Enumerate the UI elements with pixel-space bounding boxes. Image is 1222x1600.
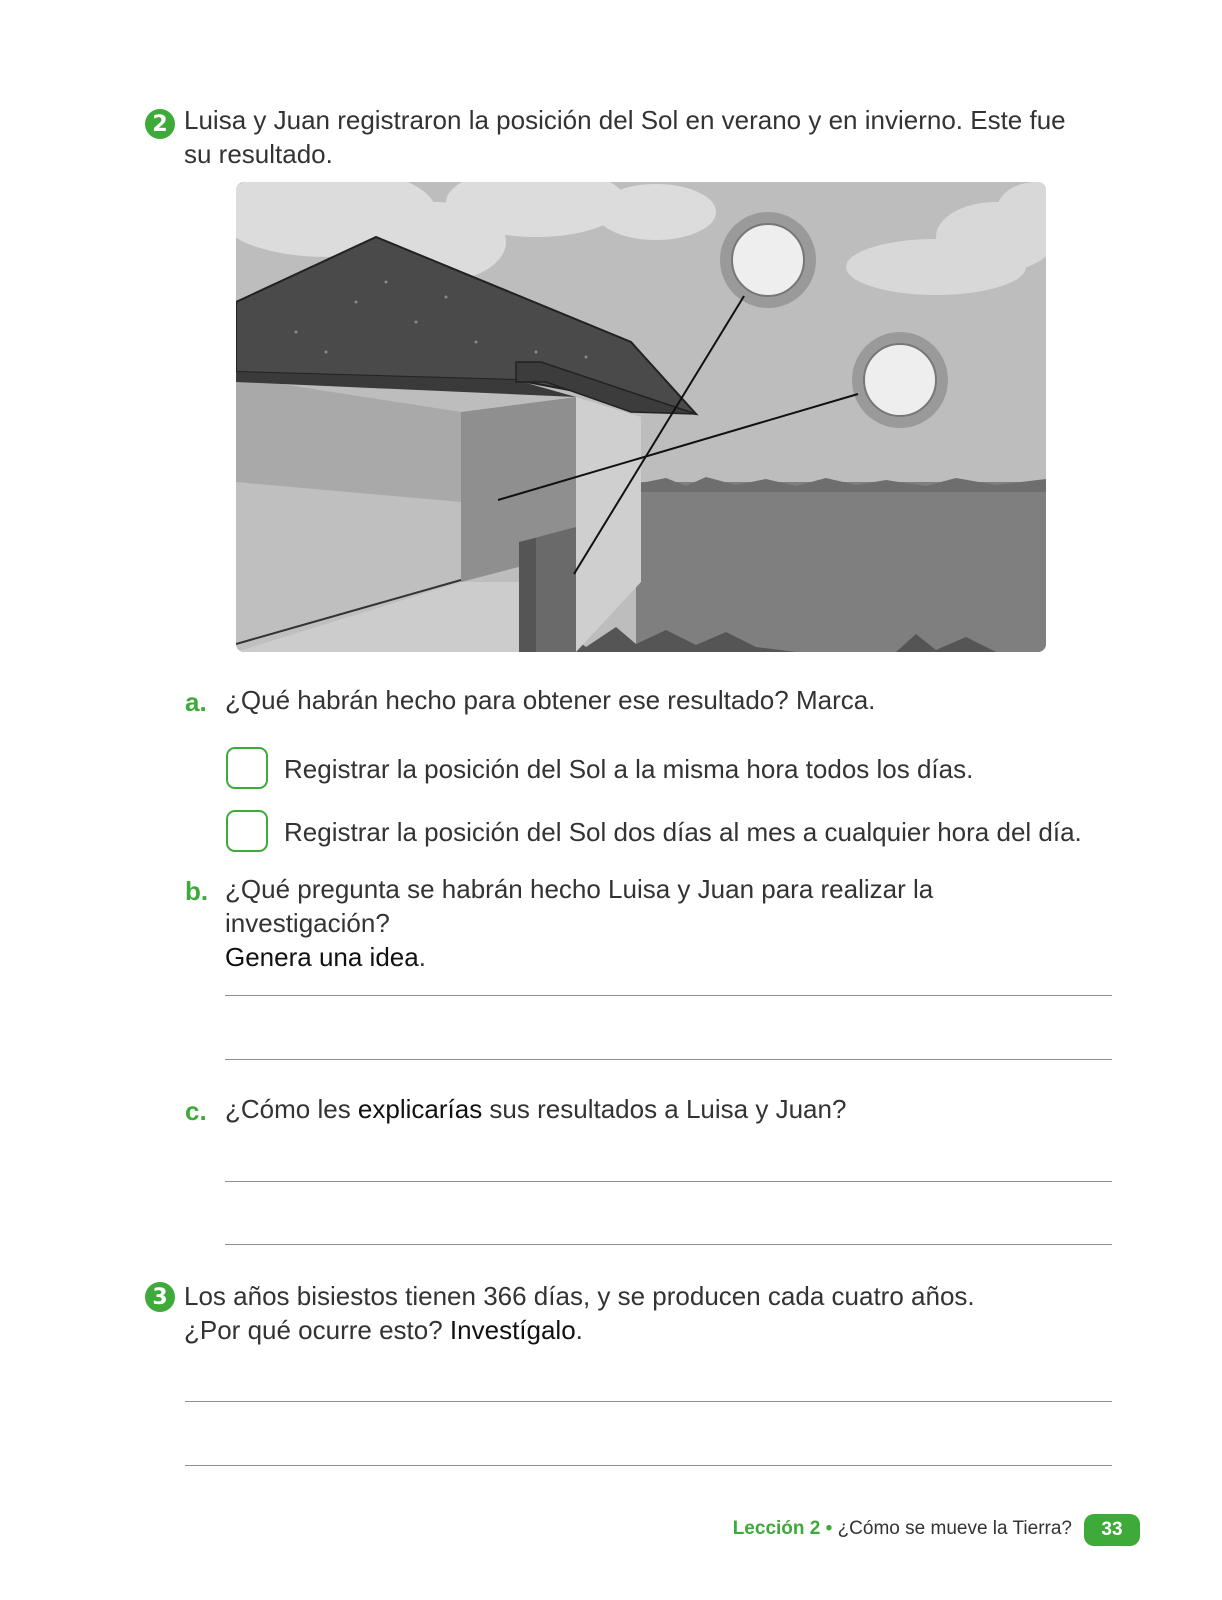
page-number-badge — [1084, 1514, 1140, 1546]
option-1-label: Registrar la posición del Sol a la misma hora todos los días. — [284, 754, 974, 784]
question-2-line-2: su resultado. — [184, 139, 333, 169]
question-3-line-2 — [184, 1313, 1084, 1347]
sub-question-c-text — [225, 1092, 1105, 1126]
sub-question-c-letter: c. — [185, 1096, 207, 1126]
question-3-text — [184, 1279, 1084, 1347]
question-3-line-1: Los años bisiestos tienen 366 días, y se producen cada cuatro años. — [184, 1281, 975, 1311]
sub-question-b-letter: b. — [185, 876, 209, 906]
footer-lesson-title — [733, 1518, 1072, 1540]
answer-line-b-2[interactable] — [225, 1059, 1112, 1060]
footer-title: ¿Cómo se mueve la Tierra? — [837, 1518, 1072, 1539]
page-number: 33 — [1101, 1519, 1123, 1540]
house-and-suns-drawing — [236, 182, 1046, 652]
answer-line-3-1[interactable] — [185, 1401, 1112, 1402]
question-3-end: . — [575, 1315, 583, 1345]
sub-question-c-pre: ¿Cómo les — [225, 1094, 358, 1124]
option-1-checkbox[interactable] — [226, 747, 268, 789]
question-number: 2 — [152, 111, 168, 137]
sub-question-b-line-2 — [225, 940, 1105, 974]
sub-question-b-text — [225, 872, 1105, 974]
sub-question-b-line-1: ¿Qué pregunta se habrán hecho Luisa y Juan para realizar la investigación? — [225, 874, 934, 938]
option-2-checkbox[interactable] — [226, 810, 268, 852]
sun-position-illustration — [236, 182, 1046, 652]
answer-line-b-1[interactable] — [225, 995, 1112, 996]
summer-sun — [720, 212, 816, 308]
option-2-label: Registrar la posición del Sol dos días al mes a cualquier hora del día. — [284, 817, 1082, 847]
winter-sun — [852, 332, 948, 428]
footer-lesson-label: Lección 2 — [732, 1518, 821, 1539]
explicarias-strong: explicarías — [357, 1094, 483, 1124]
answer-line-c-1[interactable] — [225, 1181, 1112, 1182]
genera-una-idea-strong: Genera una idea — [225, 942, 419, 972]
question-number-badge — [145, 1282, 175, 1312]
sub-question-a-letter: a. — [185, 687, 207, 717]
footer-bullet: • — [825, 1518, 833, 1539]
sub-question-a-text: ¿Qué habrán hecho para obtener ese resultado? Marca. — [225, 685, 876, 715]
sub-question-b-end: . — [418, 942, 426, 972]
question-2-text — [184, 103, 1084, 171]
sub-question-c-post: sus resultados a Luisa y Juan? — [482, 1094, 847, 1124]
question-number: 3 — [152, 1284, 168, 1310]
question-3-pre: ¿Por qué ocurre esto? — [184, 1315, 450, 1345]
question-2-line-1: Luisa y Juan registraron la posición del Sol en verano y en invierno. Este fue — [184, 105, 1066, 135]
question-number-badge — [145, 109, 175, 139]
answer-line-3-2[interactable] — [185, 1465, 1112, 1466]
answer-line-c-2[interactable] — [225, 1244, 1112, 1245]
investigalo-strong: Investígalo — [449, 1315, 576, 1345]
